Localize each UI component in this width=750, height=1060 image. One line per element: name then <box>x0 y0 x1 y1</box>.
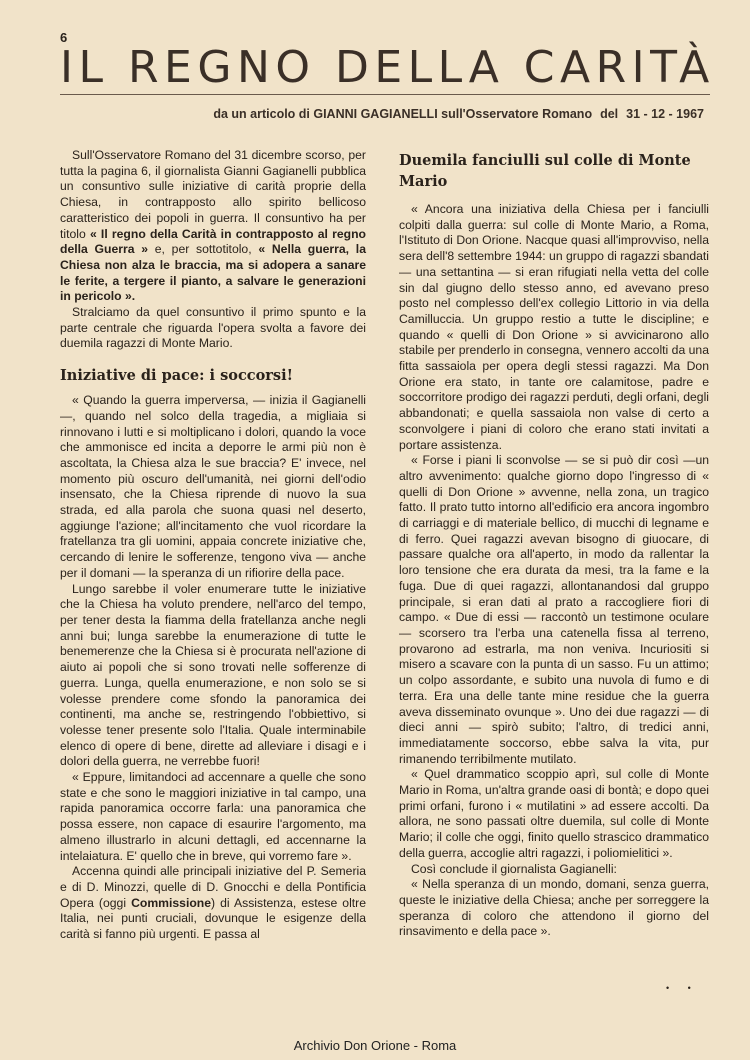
paragraph-bold: Commissione <box>131 895 211 910</box>
archive-footer: Archivio Don Orione - Roma <box>293 1038 457 1053</box>
paragraph: « Quel drammatico scoppio aprì, sul colle di Monte Mario in Roma, un'altra grande oasi di bontà; e dopo quei primi orfani, furono i « mutilatini » ad essere accolti. Da allora, ne sono passati oltre duemila, sul colle di Monte Mario; il colle che oggi, finito quello strascico drammatico della guerra, accoglie altri ragazzi, i poliomielitici ». <box>399 767 709 860</box>
paragraph: Stralciamo da quel consuntivo il primo spunto e la parte centrale che riguarda l'opera svolta a favore dei duemila ragazzi di Monte Mario. <box>60 305 366 351</box>
title-divider <box>60 94 710 95</box>
paragraph: « Forse i piani li sconvolse — se si può dir così —un altro avvenimento: qualche giorno dopo l'ingresso di « quelli di Don Orione » avvenne, nella zona, un tragico fatto. Il prato tutto intorno all'edificio era ancora ingombro di carriaggi e di materiale bellico, di mucchi di legname e di ferro. Quei ragazzi avevan bisogno di giuocare, di passare qualche ora all'aperto, in modo da rallentar la loro tensione che era durata da mesi, tra la fame e la fuga. Due di quei ragazzi, allontanandosi dal gruppo principale, si eran dati al prato a raccogliere fiori di campo. « Due di essi — raccontò un testimone oculare — scorsero tra l'erba una catenella fissa al terreno, provarono ad estrarla, ma non veniva. Incuriositi si misero a scavare con la punta di un sasso. Fu un attimo; un colpo assordante, e subito una nuvola di fumo e di terra. Era una delle tante mine residue che la guerra aveva disseminato ovunque ». Uno dei due ragazzi — di dieci anni — spirò subito; l'altro, di tredici anni, immediatamente soccorso, ebbe salva la vita, pur rimanendo terribilmente mutilato. <box>399 453 709 766</box>
intro-paragraph <box>60 148 366 305</box>
paragraph: « Quando la guerra imperversa, — inizia il Gagianelli —, quando nel solco della tragedia, a migliaia si rinnovano i lutti e si moltiplicano i dolori, quando la voce che ammonisce ed incita a deporre le armi più non è ascoltata, la Chiesa alza le sue braccia? E' invece, nel momento più oscuro dell'umanità, nei giorni dell'odio insensato, che la Chiesa riprende di nuovo la sua strada, ed alla parola che suona quasi nel deserto, aggiunge l'azione; all'incitamento che vuol ricordare la fratellanza tra gli uomini, appaia concrete iniziative che, cercando di lenire le sofferenze, tengono viva — anche per il domani — la speranza di un rifiorire della pace. <box>60 393 366 580</box>
paragraph-text-2: ) di Assistenza, estese oltre Italia, nei punti cruciali, dovunque le esigenze della carità si fanno più urgenti. E passa al <box>60 895 366 942</box>
right-column <box>399 150 709 940</box>
paragraph <box>60 864 366 943</box>
page-number: 6 <box>60 30 68 45</box>
intro-text: Sull'Osservatore Romano del 31 dicembre scorso, per tutta la pagina 6, il giornalista Gianni Gagianelli pubblica un consuntivo sulle iniziative di carità proprie della Chiesa, in contrapposto allo spirito bellicoso caratteristico dei popoli in guerra. Il consuntivo ha per titolo <box>60 148 366 241</box>
intro-title-quote: « Il regno della Carità in contrapposto al regno della Guerra » <box>60 226 366 257</box>
paragraph: Così conclude il giornalista Gagianelli: <box>411 861 617 876</box>
section-heading-pace: Iniziative di pace: i soccorsi! <box>60 367 293 385</box>
paragraph: « Ancora una iniziativa della Chiesa per i fanciulli colpiti dalla guerra: sul colle di Monte Mario, a Roma, l'Istituto di Don Orione. Nacque quasi all'improvviso, nella sera dell'8 settembre 1944: un gruppo di ragazzi sbandati — una settantina — si eran rifugiati nella vetta del colle sin dal giugno dello stesso anno, ed avevano preso posto nel complesso dell'ex collegio Littorio in via della Camilluccia. Un gruppo restio a tutte le discipline; e quando « quelli di Don Orione » si avvicinarono allo stabile per prenderlo in consegna, vennero accolti da una fitta sassaiola per opera degli stessi ragazzi. Ma Don Orione era stato, in tante ore calamitose, padre e soccorritore prodigo dei ragazzi perduti, degli orfani, degli abbandonati; e quella sassaiola non valse di certo a sconvolgere i piani di coloro che erano stati invitati a portare assistenza. <box>399 202 709 452</box>
left-column <box>60 148 366 943</box>
paragraph: « Eppure, limitandoci ad accennare a quelle che sono state e che sono le maggiori iniziative in tal campo, una rapida panoramica occorre farla: una panoramica che possa essere, non capace di esaurire l'argomento, ma almeno illustrarlo in alcuni dettagli, ed accennarne la intelaiatura. E' quello che in breve, qui vorremo fare ». <box>60 770 366 863</box>
end-mark: • • <box>666 983 699 993</box>
byline <box>205 107 704 121</box>
intro-text-2: e, per sottotitolo, <box>148 242 259 257</box>
article-title: IL REGNO DELLA CARITÀ <box>60 42 715 93</box>
byline-source: da un articolo di GIANNI GAGIANELLI sull'Osservatore Romano <box>213 107 593 121</box>
byline-date: 31 - 12 - 1967 <box>626 107 704 121</box>
paragraph: Lungo sarebbe il voler enumerare tutte le iniziative che la Chiesa ha voluto prendere, nell'arco del tempo, per tener desta la fiamma della fratellanza anche negli anni bui; lunga sarebbe la enumerazione di tutte le benemerenze che la Chiesa si è procurata nell'azione di aiuto ai popoli che si sono trovati nelle sofferenze di guerra. Lunga, quella enumerazione, e non solo se si volesse prendere come sfondo la panoramica dei continenti, ma anche se, restringendo l'obbiettivo, si volesse tener presente solo l'Italia. Quale interminabile elenco di opere di bene, dirette ad alleviare i disagi e i dolori della guerra, ne verrebbe fuori! <box>60 581 366 769</box>
section-heading-fanciulli: Duemila fanciulli sul colle di Monte Mario <box>399 152 691 190</box>
paragraph-text: Accenna quindi alle principali iniziative del P. Semeria e di D. Minozzi, quelle di D. Gnocchi e della Pontificia Opera (oggi <box>60 864 366 910</box>
byline-del: del <box>600 107 619 121</box>
paragraph: « Nella speranza di un mondo, domani, senza guerra, queste le iniziative della Chiesa; anche per sorreggere la speranza di coloro che attendono il giorno del rinsavimento e della pace ». <box>399 877 709 939</box>
intro-subtitle-quote: « Nella guerra, la Chiesa non alza le braccia, ma si adopera a sanare le ferite, a tergere il pianto, a salvare le generazioni in pericolo ». <box>60 242 366 304</box>
